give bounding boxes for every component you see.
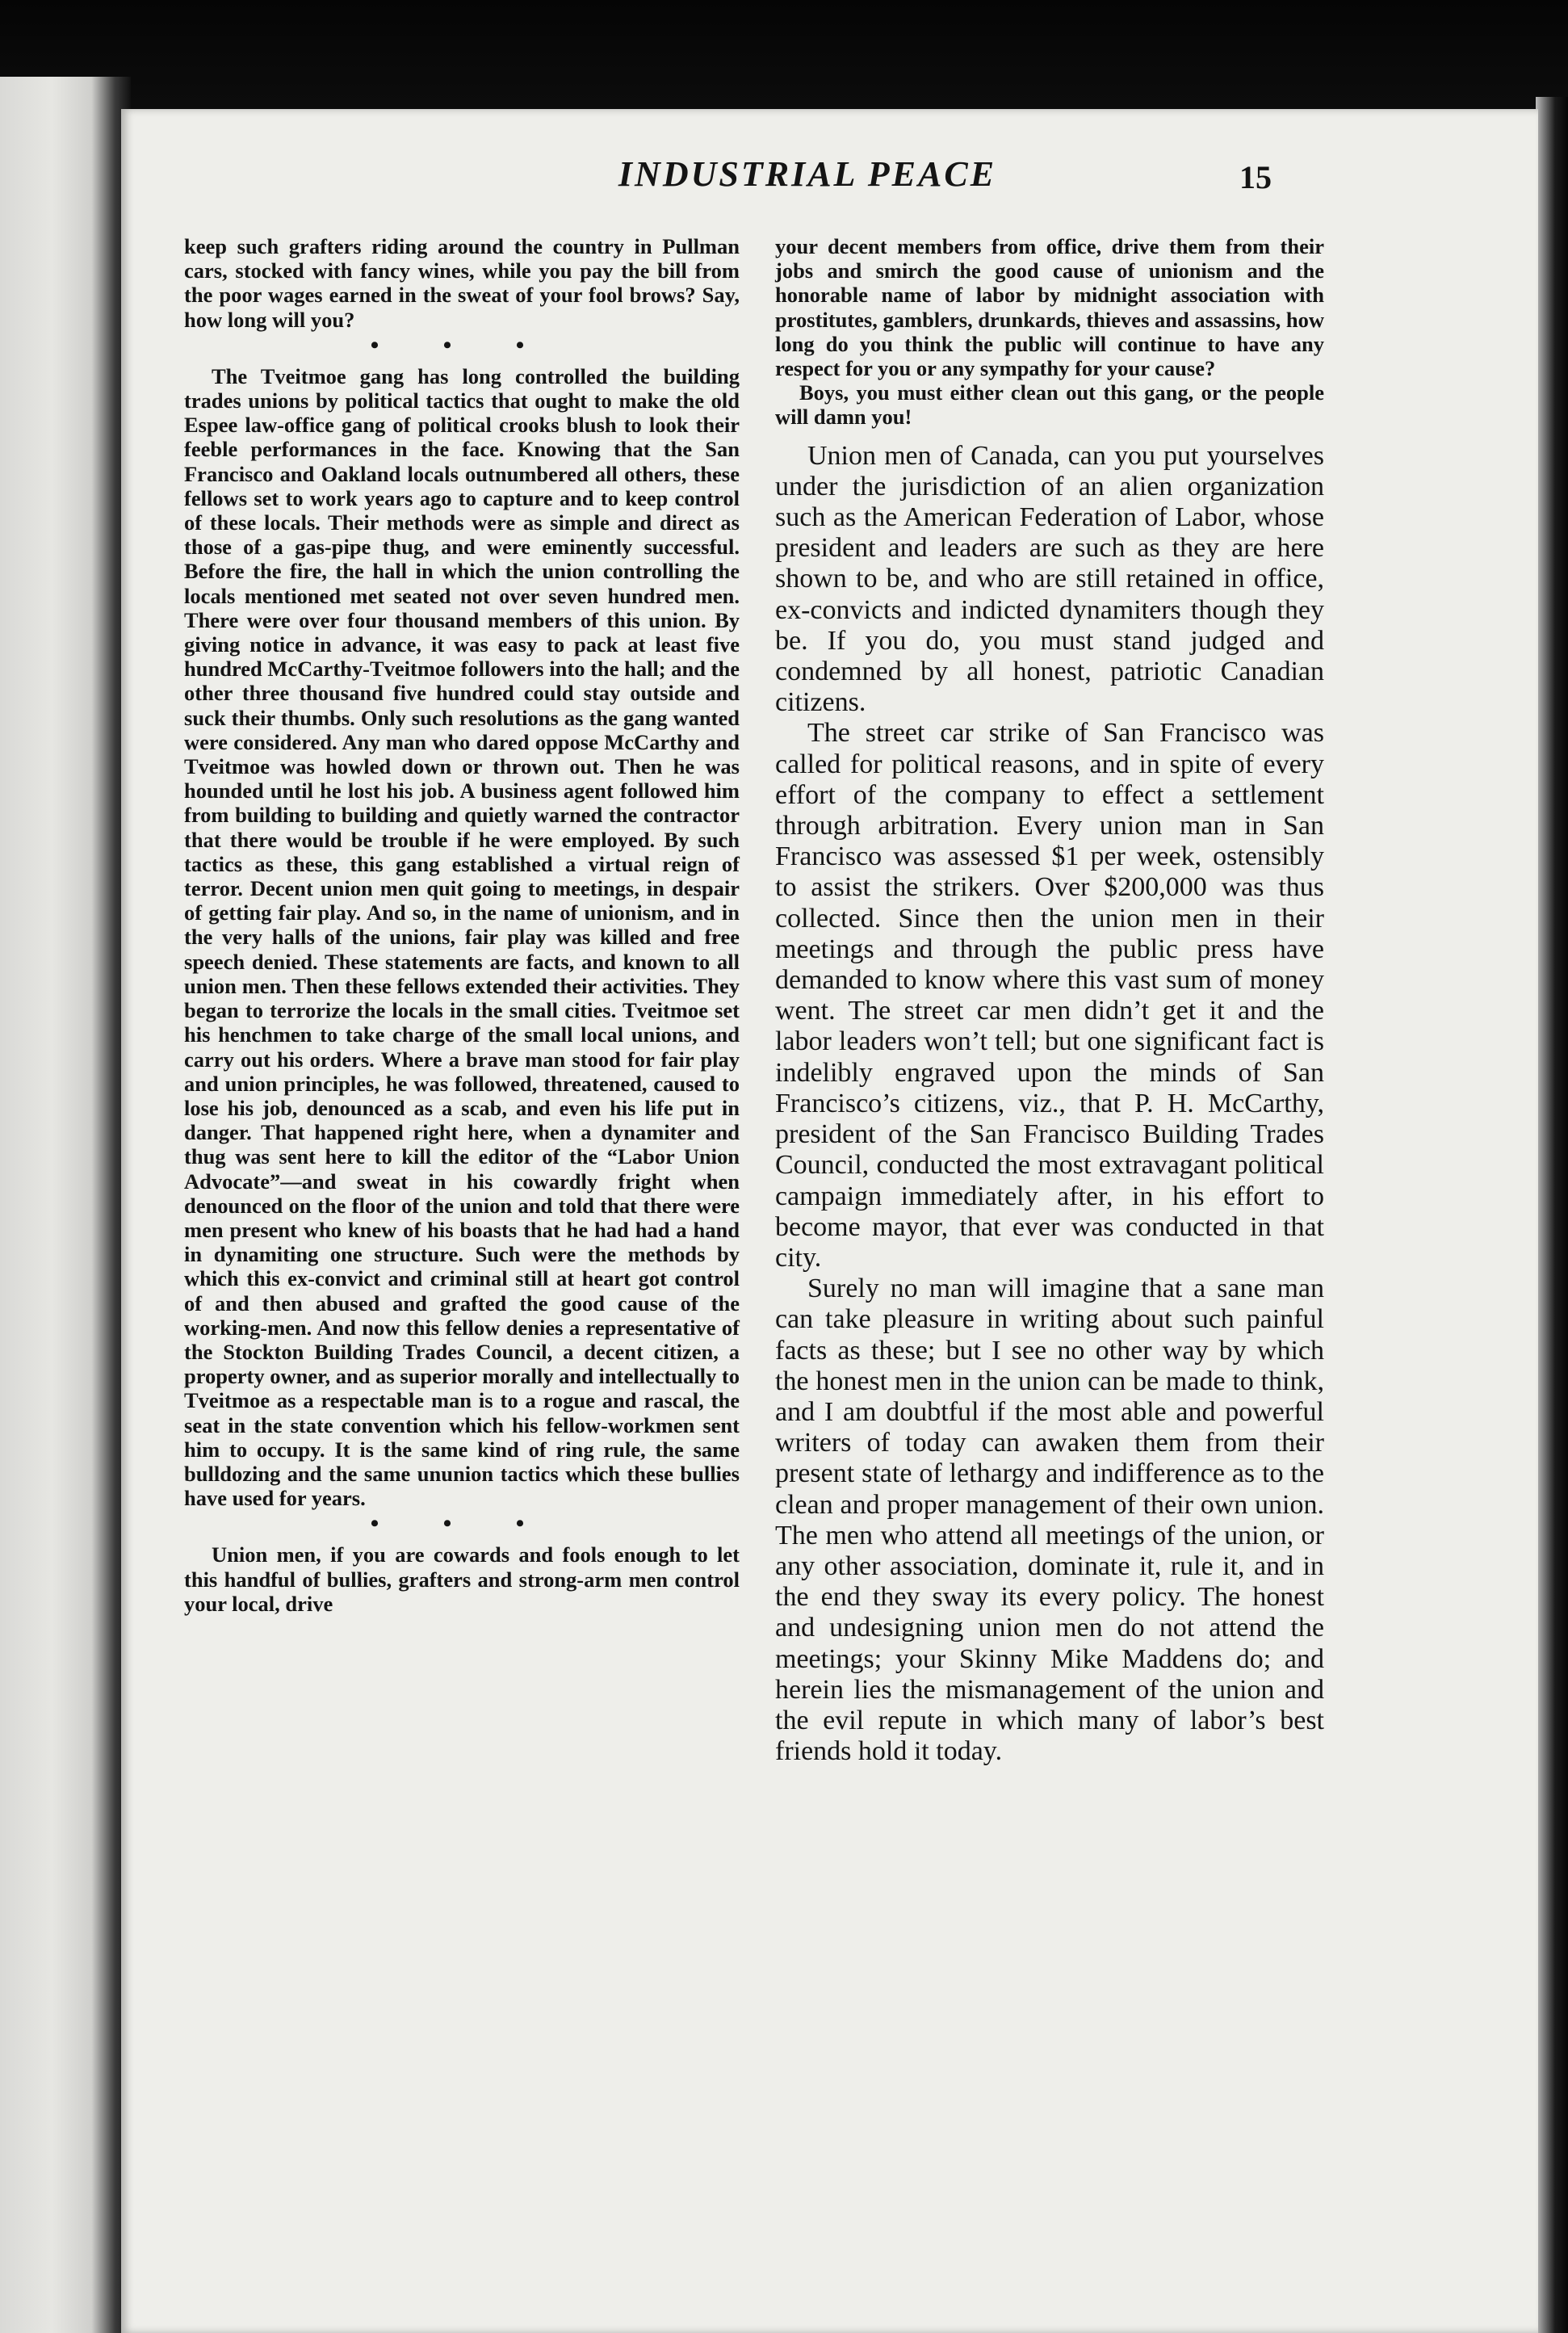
paragraph: Surely no man will imagine that a sane man can take pleasure in writing about such painful facts as these; but I see no other way by which the honest men in the union can be made to think, and I am doubtful if the most able and powerful writers of today can awaken them from their present state of lethargy and indifference as to the clean and proper management of their own union. The men who attend all meetings of the union, or any other association, dominate it, rule it, and in the end they sway its every policy. The honest and undesigning union men do not attend the meetings; your Skinny Mike Maddens do; and herein lies the mismanagement of the union and the evil repute in which many of labor’s best friends hold it today. [775,1273,1324,1767]
page-header [121,153,1538,202]
paragraph: The street car strike of San Francisco was called for political reasons, and in spite of every effort of the company to effect a settlement through arbitration. Every union man in San Francisco was assessed $1 per week, ostensibly to assist the strikers. Over $200,000 was thus collected. Since then the union men in their meetings and through the public press have demanded to know where this vast sum of money went. The street car men didn’t get it and the labor leaders won’t tell; but one significant fact is indelibly engraved upon the minds of San Francisco’s citizens, viz., that P. H. McCarthy, president of the San Francisco Building Trades Council, conducted the most extravagant political campaign immediately after, in his effort to become mayor, that ever was conducted in that city. [775,718,1324,1273]
paragraph: Boys, you must either clean out this gang, or the people will damn you! [775,380,1324,430]
book-page [121,109,1538,2333]
section-separator: • • • [370,1510,554,1538]
paragraph: keep such grafters riding around the country in Pullman cars, stocked with fancy wines, while you pay the bill from the poor wages earned in the sweat of your fool brows? Say, how long will you? [184,234,740,332]
paragraph: your decent members from office, drive them from their jobs and smirch the good cause of unionism and the honorable name of labor by midnight association with prostitutes, gamblers, drunkards, thieves and assassins, how long do you think the public will continue to have any respect for you or any sympathy for your cause? [775,234,1324,381]
large-type-section [775,441,1324,1768]
bold-continuation [775,234,1324,430]
section-separator: • • • [370,331,554,359]
paragraph: The Tveitmoe gang has long controlled the building trades unions by political tactics that ought to make the old Espee law-office gang of political crooks blush to look their feeble performances in the face. Knowing that the San Francisco and Oakland locals outnumbered all others, these fellows set to work years ago to capture and to keep control of these locals. Their methods were as simple and direct as those of a gas-pipe thug, and were eminently successful. Before the fire, the hall in which the union controlling the locals mentioned met seated not over seven hundred men. There were over four thousand members of this union. By giving notice in advance, it was easy to pack at least five hundred McCarthy-Tveitmoe followers into the hall; and the other three thousand five hundred could stay outside and suck their thumbs. Only such resolutions as the gang wanted were considered. Any man who dared oppose McCarthy and Tveitmoe was howled down or thrown out. Then he was hounded until he lost his job. A business agent followed him from building to building and quietly warned the contractor that there would be trouble if he were employed. By such tactics as these, this gang established a virtual reign of terror. Decent union men quit going to meetings, in despair of getting fair play. And so, in the name of unionism, and in the very halls of the unions, fair play was killed and free speech denied. These statements are facts, and known to all union men. Then these fellows extended their activities. They began to terrorize the locals in the small cities. Tveitmoe set his henchmen to take charge of the small local unions, and carry out his orders. Where a brave man stood for fair play and union principles, he was followed, threatened, caused to lose his job, denounced as a scab, and even his life put in danger. That happened right here, when a dynamiter and thug was sent here to kill the editor of the “Labor Union Advocate”—and sweat in his cowardly fright when denounced on the floor of the union and told that there were men present who knew of his boasts that he had had a hand in dynamiting one structure. Such were the methods by which this ex-convict and criminal still at heart got control of and then abused and grafted the good cause of the working-men. And now this fellow denies a representative of the Stockton Building Trades Council, a decent citizen, a property owner, and as superior morally and intellectually to Tveitmoe as a respectable man is to a rogue and rascal, the seat in the state convention which his fellow-workmen sent him to occupy. It is the same kind of ring rule, the same bulldozing and the same ununion tactics which these bullies have used for years. [184,363,740,1511]
paragraph: Union men of Canada, can you put yourselves under the jurisdiction of an alien organization such as the American Federation of Labor, whose president and leaders are such as they are here shown to be, and who are still retained in office, ex-convicts and indicted dynamiters though they be. If you do, you must stand judged and condemned by all honest, patriotic Canadian citizens. [775,440,1324,718]
scan-background-top [0,0,1568,121]
page-right-edge [1536,97,1568,2333]
right-column [775,234,1324,1767]
page-number: 15 [1239,159,1272,195]
left-column [184,234,740,1616]
running-head-title: INDUSTRIAL PEACE [618,154,997,194]
book-spine-edge [0,77,131,2333]
paragraph: Union men, if you are cowards and fools enough to let this handful of bullies, grafters and strong-arm men control your local, drive [184,1542,740,1616]
